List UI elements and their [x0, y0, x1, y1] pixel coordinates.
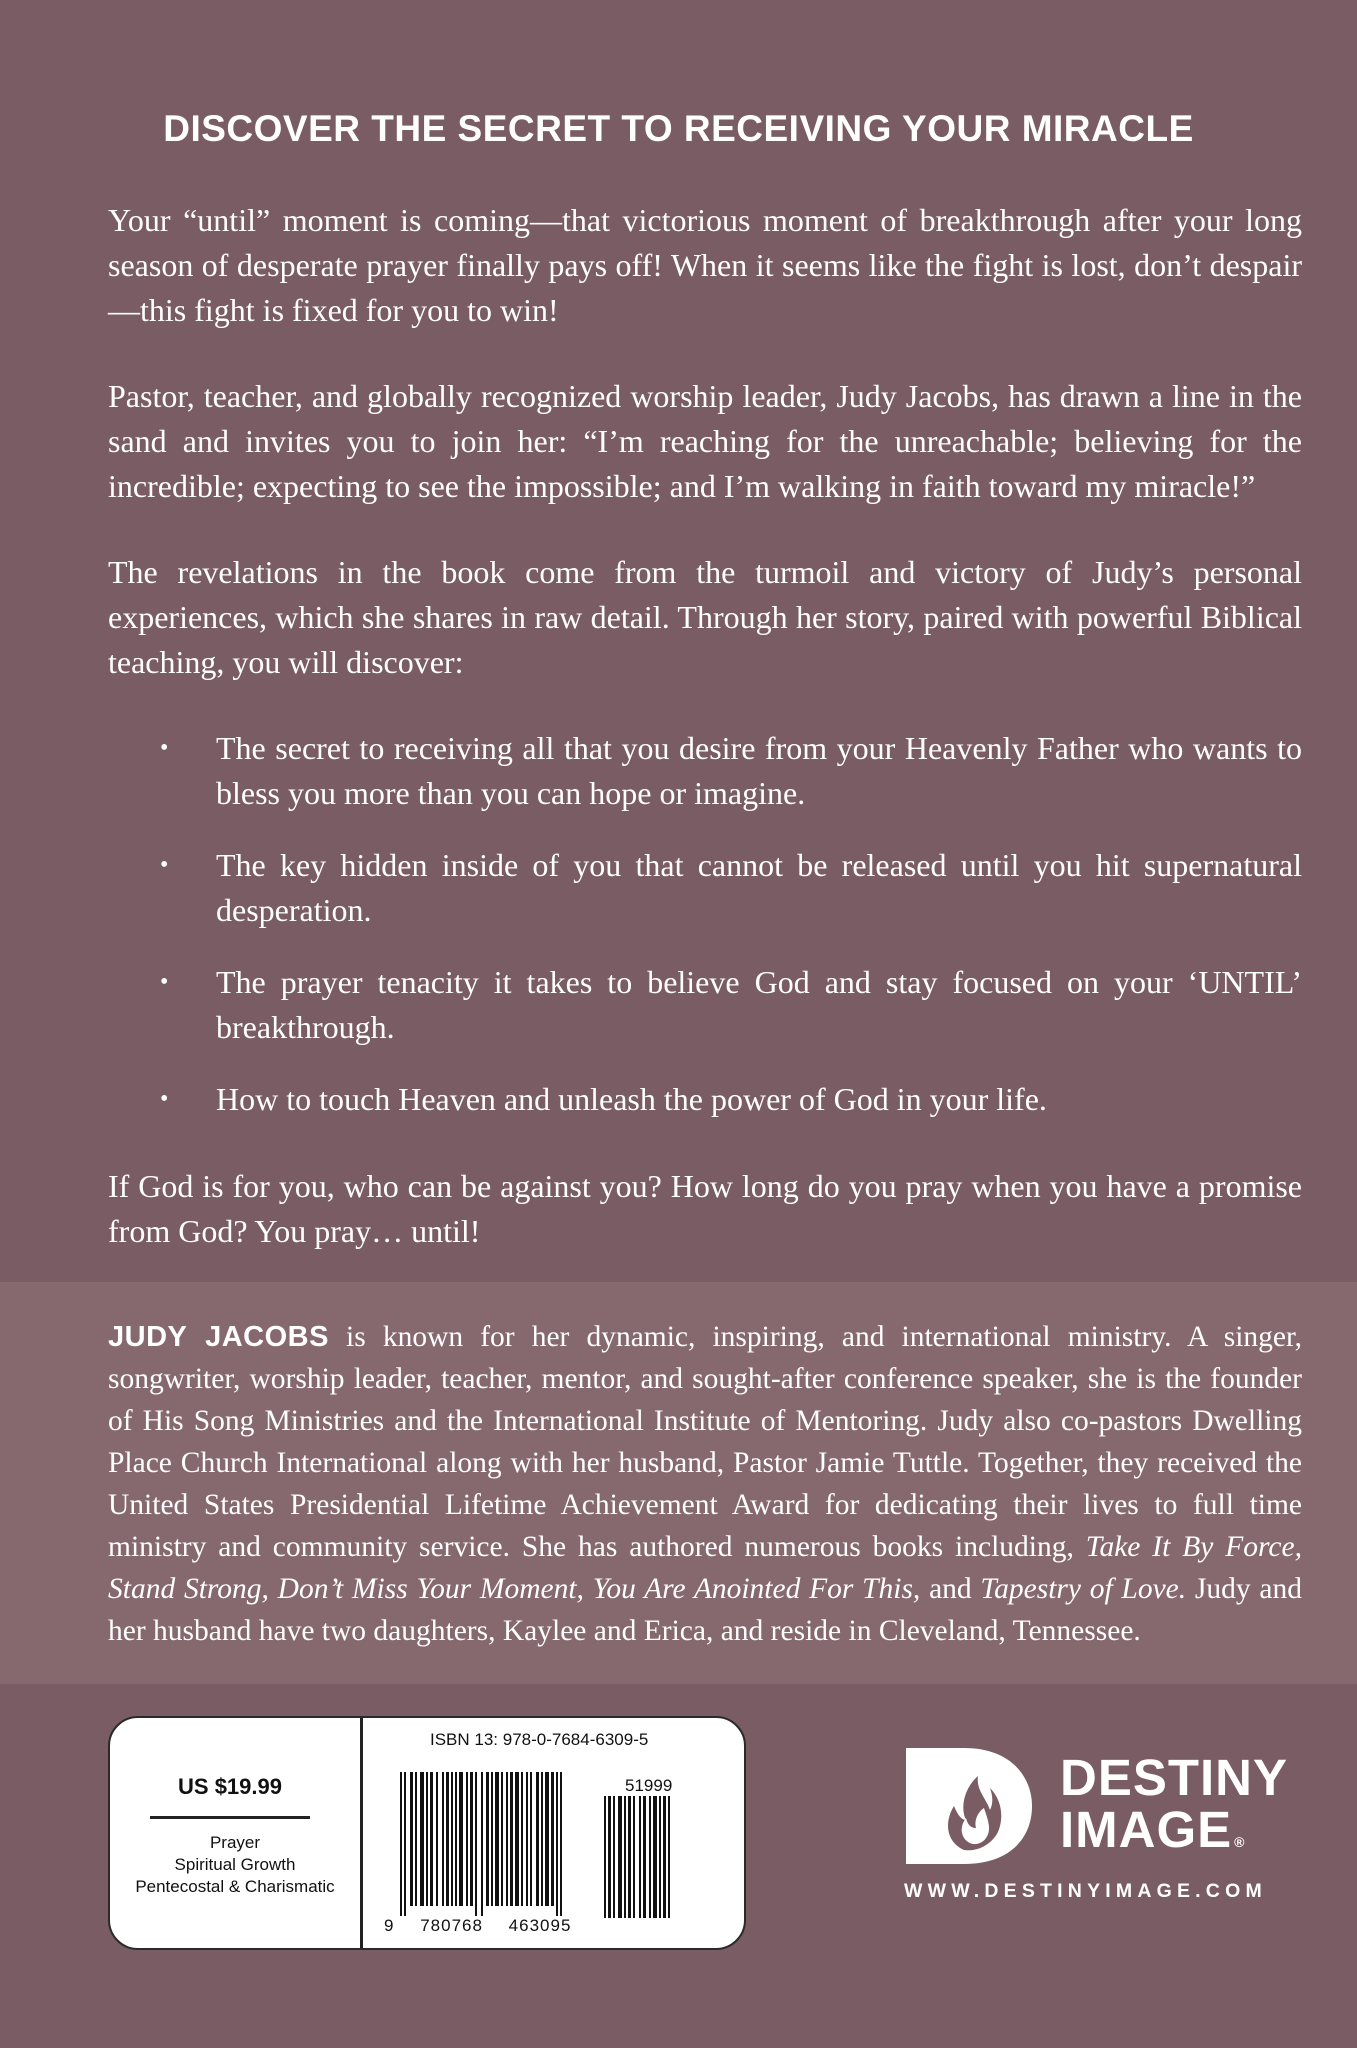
bullet-icon: • — [160, 735, 169, 761]
addon-code: 51999 — [625, 1776, 673, 1795]
bullet-icon: • — [160, 852, 169, 878]
list-item-text: How to touch Heaven and unleash the power of God in your life. — [216, 1081, 1047, 1117]
revelations-paragraph: The revelations in the book come from the turmoil and victory of Judy’s personal experiences, which she shares in raw detail. Through her story, paired with powerful Biblical teaching, you will discover: — [108, 554, 1302, 680]
bullet-icon: • — [160, 969, 169, 995]
author-name: JUDY JACOBS — [108, 1321, 329, 1353]
isbn-label: ISBN 13: 978-0-7684-6309-5 — [430, 1730, 649, 1749]
publisher-name-line-1: DESTINY — [1060, 1749, 1289, 1806]
book-title-last: Tapestry of Love. — [980, 1573, 1187, 1605]
publisher-name-line-2: IMAGE — [1060, 1801, 1233, 1858]
barcode-digit-group: 780768 — [420, 1916, 483, 1935]
price-addon-barcode-icon — [604, 1796, 700, 1922]
bio-text-end: Judy and her husband have two daughters, Kaylee and Erica, and reside in Cleveland, Tennessee. — [108, 1573, 1302, 1647]
bio-text: is known for her dynamic, inspiring, and international ministry. A singer, songwriter, worship leader, teacher, mentor, and sought-after conference speaker, she is the founder of His Song Ministries and the International Institute of Mentoring. Judy also co-pastors Dwelling Place Church International along with her husband, Pastor Jamie Tuttle. Together, they received the United States Presidential Lifetime Achievement Award for dedicating their lives to full time ministry and community service. She has authored numerous books including, — [108, 1321, 1303, 1563]
list-item-text: The prayer tenacity it takes to believe God and stay focused on your ‘UNTIL’ breakthrough. — [216, 964, 1302, 1045]
intro-paragraph: Your “until” moment is coming—that victorious moment of breakthrough after your long season of desperate prayer finally pays off! When it seems like the fight is lost, don’t despair—this fight is fixed for you to win! — [108, 202, 1302, 328]
category-item: Pentecostal & Charismatic — [135, 1877, 335, 1896]
barcode-divider — [360, 1718, 363, 1948]
headline: DISCOVER THE SECRET TO RECEIVING YOUR MIRACLE — [163, 108, 1194, 149]
list-item — [108, 1077, 1302, 1122]
publisher-website: WWW.DESTINYIMAGE.COM — [904, 1880, 1267, 1902]
list-item — [108, 726, 1302, 816]
pastor-paragraph: Pastor, teacher, and globally recognized worship leader, Judy Jacobs, has drawn a line in the sand and invites you to join her: “I’m reaching for the unreachable; believing for the incredible; expecting to see the impossible; and I’m walking in faith toward my miracle!” — [108, 378, 1302, 504]
author-bio — [108, 1316, 1302, 1652]
list-item-text: The key hidden inside of you that cannot be released until you hit supernatural desperation. — [216, 847, 1302, 928]
barcode-panel — [108, 1716, 746, 1950]
publisher-name — [1060, 1749, 1289, 1868]
bullet-icon: • — [160, 1086, 169, 1112]
price-area — [110, 1718, 360, 1948]
isbn-barcode-icon — [400, 1772, 590, 1922]
closing-paragraph: If God is for you, who can be against you? How long do you pray when you have a promise from God? You pray… until! — [108, 1168, 1302, 1249]
list-item — [108, 960, 1302, 1050]
bio-conjunction: and — [920, 1573, 981, 1605]
list-item — [108, 843, 1302, 933]
barcode-digit-group: 9 — [384, 1916, 395, 1935]
list-item-text: The secret to receiving all that you desire from your Heavenly Father who wants to bless you more than you can hope or imagine. — [216, 730, 1302, 811]
discover-list — [108, 726, 1302, 1149]
registered-mark: ® — [1234, 1834, 1246, 1850]
category-item: Spiritual Growth — [174, 1855, 296, 1874]
destiny-image-logo-icon — [902, 1742, 1036, 1870]
book-titles: Take It By Force, Stand Strong, Don’t Miss Your Moment, You Are Anointed For This, — [108, 1531, 1302, 1605]
barcode-digit-group: 463095 — [508, 1916, 572, 1935]
price-label: US $19.99 — [150, 1768, 310, 1819]
barcode-digits — [384, 1916, 591, 1936]
category-list — [110, 1832, 360, 1898]
category-item: Prayer — [209, 1833, 261, 1852]
